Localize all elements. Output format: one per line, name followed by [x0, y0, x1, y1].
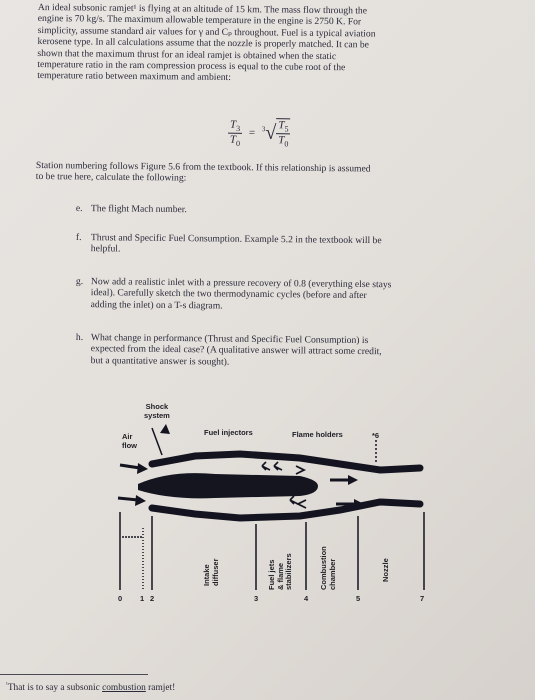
air-flow-label: Air flow [122, 432, 137, 450]
question-label: e. [75, 203, 83, 215]
station-number: 0 [118, 594, 123, 603]
footnote-divider [0, 674, 148, 675]
question-line: Now add a realistic inlet with a pressure recovery of 0.8 (everything else stays [90, 276, 392, 291]
intro-line: An ideal subsonic ramjet¹ is flying at an altitude of 15 km. The mass flow through the [37, 2, 368, 17]
fuel-injectors-label: Fuel injectors [204, 428, 253, 437]
station-number: 3 [254, 594, 259, 603]
intro-line: simplicity, assume standard air values for γ and Cₚ throughout. Fuel is a typical aviation [37, 24, 376, 40]
radical-sign: √ [265, 121, 277, 144]
question-line: but a quantitative answer is sought). [90, 354, 230, 368]
question-label: f. [75, 232, 82, 244]
intake-diffuser-label: Intake diffuser [202, 558, 220, 586]
station-note-line: to be true here, calculate the following: [35, 171, 187, 184]
question-line: expected from the ideal case? (A qualitative answer will attract some credit, [90, 343, 382, 358]
station-number: 2 [150, 594, 155, 603]
footnote: $^{^1}$That is to say a subsonic combustion ramjet! [6, 682, 176, 694]
fuel-injector-arrow [262, 462, 270, 470]
question-line: helpful. [90, 243, 121, 255]
fuel-injector-arrow [274, 462, 282, 470]
flame-holder-mark [296, 466, 304, 474]
air-flow-arrowhead [135, 495, 146, 506]
shock-system-label: Shock system [144, 402, 170, 420]
flame-holders-label: Flame holders [292, 430, 343, 439]
intro-line: kerosene type. In all calculations assume that the nozzle is properly matched. It can be [37, 36, 370, 51]
rhs-fraction: $\frac{T_5}{T_0}$ [276, 118, 290, 149]
flame-holder-mark [298, 500, 306, 508]
question-label: g. [75, 276, 84, 288]
upper-engine-wall [152, 454, 420, 470]
station-note-line: Station numbering follows Figure 5.6 from the textbook. If this relationship is assumed [35, 160, 371, 175]
shock-arrowhead [160, 424, 170, 434]
equals-sign: = [248, 126, 256, 139]
question-line: The flight Mach number. [90, 203, 187, 216]
lhs-fraction: $\frac{T_3}{T_0}$ [228, 118, 242, 148]
fuel-jets-label: Fuel jets & flame stabilizers [267, 553, 293, 590]
question-line: ideal). Carefully sketch the two thermodynamic cycles (before and after [90, 287, 367, 302]
station-number: 5 [356, 594, 361, 603]
air-flow-arrowhead [137, 463, 148, 474]
question-line: adding the inlet) on a T-s diagram. [90, 298, 223, 312]
station-number: 1 [140, 594, 145, 603]
combustion-chamber-label: Combustion chamber [319, 546, 337, 590]
question-label: h. [75, 332, 84, 344]
question-line: What change in performance (Thrust and Specific Fuel Consumption) is [90, 332, 369, 347]
shock-line [152, 428, 162, 455]
intro-line: shown that the maximum thrust for an ideal ramjet is obtained when the static [37, 47, 337, 62]
exhaust-arrowhead [348, 475, 358, 485]
station-number: 7 [420, 594, 425, 603]
air-flow-arrow [118, 498, 138, 500]
question-line: Thrust and Specific Fuel Consumption. Example 5.2 in the textbook will be [90, 232, 382, 247]
nozzle-label: Nozzle [381, 558, 390, 582]
root-index: 3 [261, 125, 266, 134]
centerbody [138, 473, 318, 498]
intro-line: temperature ratio in the ram compression process is equal to the cube root of the [37, 59, 346, 74]
air-flow-arrow [120, 465, 140, 468]
intro-line: temperature ratio between maximum and ambient: [37, 70, 231, 84]
station-number: 4 [304, 594, 309, 603]
station-6-label: *6 [372, 431, 380, 440]
lower-engine-wall [152, 502, 420, 518]
intro-line: engine is 70 kg/s. The maximum allowable temperature in the engine is 2750 K. For [37, 13, 362, 28]
fuel-injector-arrow [290, 496, 298, 504]
